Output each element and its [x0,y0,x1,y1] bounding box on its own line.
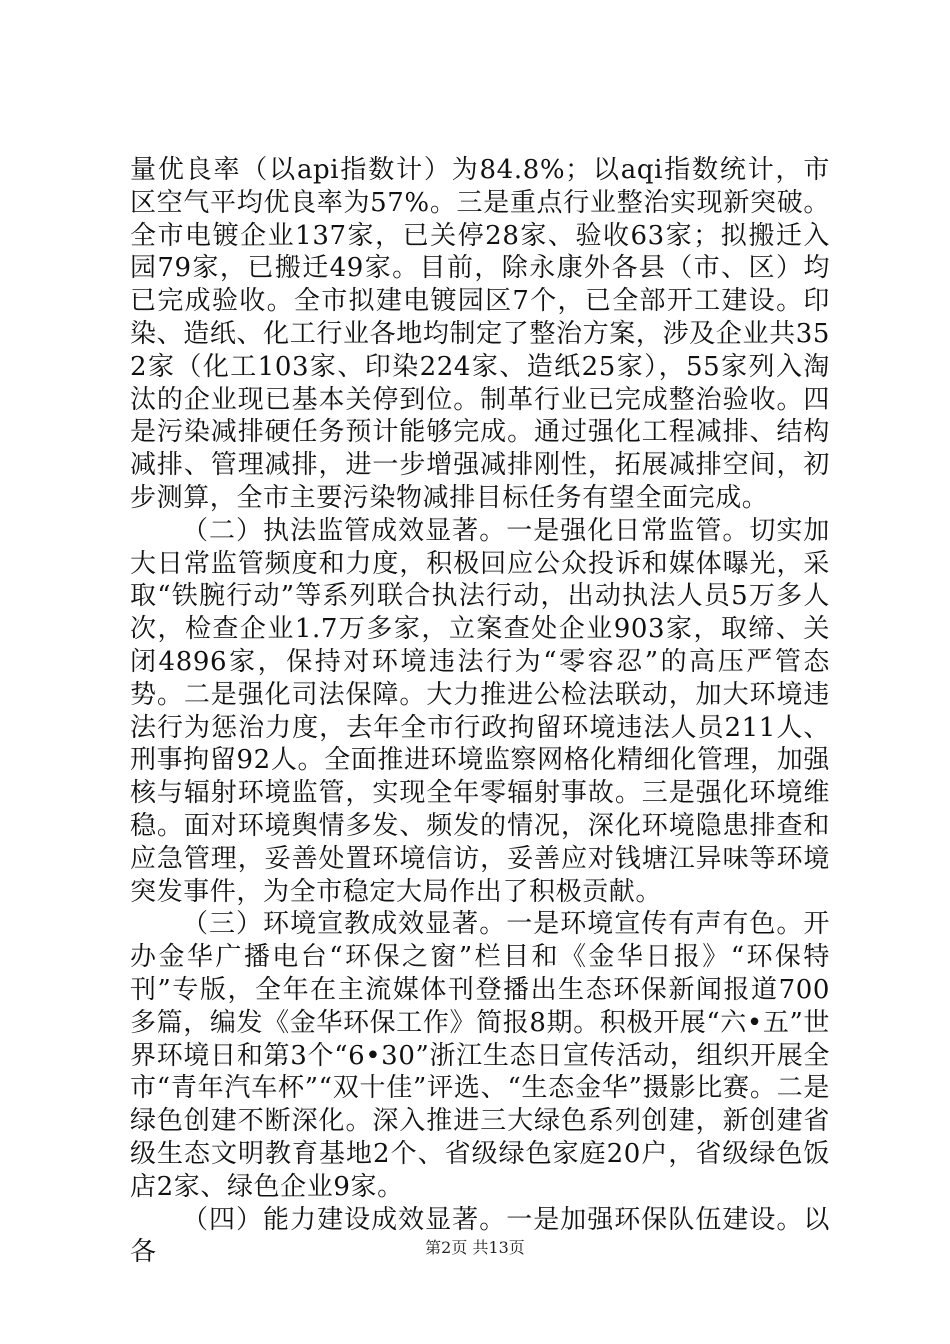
paragraph-environmental-education: （三）环境宣教成效显著。一是环境宣传有声有色。开办金华广播电台“环保之窗”栏目和《金华日报》“环保特刊”专版，全年在主流媒体刊登播出生态环保新闻报道700多篇，编发《金华环保工作》简报8期。积极开展“六•五”世界环境日和第3个“6•30”浙江生态日宣传活动，组织开展全市“青年汽车杯”“双十佳”评选、“生态金华”摄影比赛。二是绿色创建不断深化。深入推进三大绿色系列创建，新创建省级生态文明教育基地2个、省级绿色家庭20户，省级绿色饭店2家、绿色企业9家。 [130,909,830,1202]
paragraph-capacity-building: （四）能力建设成效显著。一是加强环保队伍建设。以各 [130,1204,830,1268]
document-body [130,154,830,1269]
paragraph-air-quality-industry: 量优良率（以api指数计）为84.8%；以aqi指数统计，市区空气平均优良率为57%。三是重点行业整治实现新突破。全市电镀企业137家，已关停28家、验收63家；拟搬迁入园79家，已搬迁49家。目前，除永康外各县（市、区）均已完成验收。全市拟建电镀园区7个，已全部开工建设。印染、造纸、化工行业各地均制定了整治方案，涉及企业共352家（化工103家、印染224家、造纸25家），55家列入淘汰的企业现已基本关停到位。制革行业已完成整治验收。四是污染减排硬任务预计能够完成。通过强化工程减排、结构减排、管理减排，进一步增强减排刚性，拓展减排空间，初步测算，全市主要污染物减排目标任务有望全面完成。 [130,155,830,513]
paragraph-law-enforcement: （二）执法监管成效显著。一是强化日常监管。切实加大日常监管频度和力度，积极回应公众投诉和媒体曝光，采取“铁腕行动”等系列联合执法行动，出动执法人员5万多人次，检查企业1.7万多家，立案查处企业903家，取缔、关闭4896家，保持对环境违法行为“零容忍”的高压严管态势。二是强化司法保障。大力推进公检法联动，加大环境违法行为惩治力度，去年全市行政拘留环境违法人员211人、刑事拘留92人。全面推进环境监察网格化精细化管理，加强核与辐射环境监管，实现全年零辐射事故。三是强化环境维稳。面对环境舆情多发、频发的情况，深化环境隐患排查和应急管理，妥善处置环境信访，妥善应对钱塘江异味等环境突发事件，为全市稳定大局作出了积极贡献。 [130,515,830,907]
page-number-footer: 第2页 共13页 [425,1238,525,1257]
